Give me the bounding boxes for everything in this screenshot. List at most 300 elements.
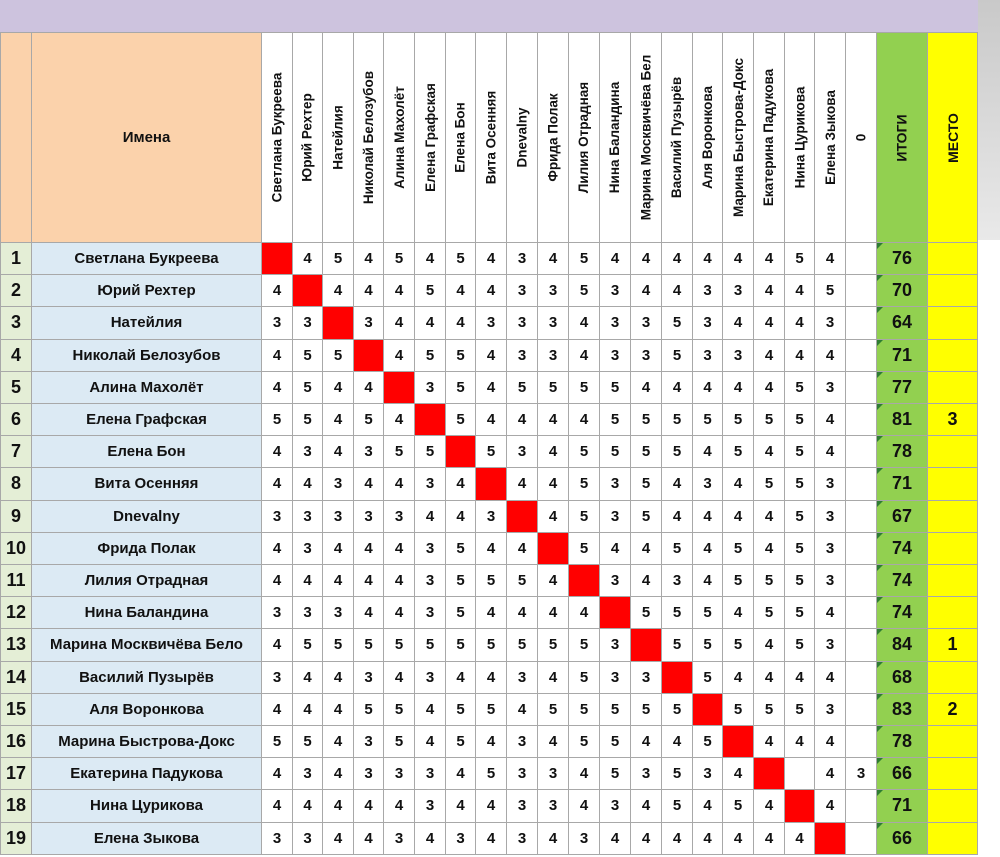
score-cell[interactable]: 3 xyxy=(815,372,846,404)
score-cell[interactable] xyxy=(846,790,877,822)
row-number[interactable]: 19 xyxy=(0,823,32,855)
score-cell[interactable]: 4 xyxy=(569,758,600,790)
score-cell[interactable]: 4 xyxy=(754,243,785,275)
score-cell[interactable]: 3 xyxy=(262,501,293,533)
score-cell[interactable]: 5 xyxy=(785,629,815,661)
score-cell[interactable]: 5 xyxy=(631,694,662,726)
score-cell[interactable]: 4 xyxy=(323,790,354,822)
place-cell[interactable] xyxy=(928,501,978,533)
column-header[interactable] xyxy=(723,32,754,243)
score-cell[interactable]: 3 xyxy=(693,340,723,372)
score-cell[interactable]: 5 xyxy=(785,468,815,500)
score-cell[interactable]: 4 xyxy=(693,565,723,597)
diagonal-cell[interactable] xyxy=(631,629,662,661)
score-cell[interactable]: 3 xyxy=(600,501,631,533)
score-cell[interactable]: 4 xyxy=(538,404,569,436)
score-cell[interactable]: 4 xyxy=(323,694,354,726)
place-cell[interactable] xyxy=(928,468,978,500)
score-cell[interactable]: 4 xyxy=(262,275,293,307)
score-cell[interactable]: 3 xyxy=(507,340,538,372)
score-cell[interactable]: 5 xyxy=(693,726,723,758)
score-cell[interactable]: 4 xyxy=(293,468,323,500)
score-cell[interactable]: 3 xyxy=(693,307,723,339)
score-cell[interactable]: 3 xyxy=(384,823,415,855)
score-cell[interactable]: 5 xyxy=(785,565,815,597)
place-cell[interactable] xyxy=(928,726,978,758)
score-cell[interactable] xyxy=(846,533,877,565)
column-header[interactable] xyxy=(354,32,384,243)
total-cell[interactable]: 78 xyxy=(877,726,928,758)
score-cell[interactable]: 3 xyxy=(384,501,415,533)
score-cell[interactable]: 4 xyxy=(384,404,415,436)
score-cell[interactable]: 3 xyxy=(354,758,384,790)
score-cell[interactable]: 5 xyxy=(569,629,600,661)
row-name[interactable]: Вита Осенняя xyxy=(32,468,262,500)
score-cell[interactable]: 4 xyxy=(415,307,446,339)
score-cell[interactable]: 3 xyxy=(631,758,662,790)
score-cell[interactable]: 4 xyxy=(415,243,446,275)
score-cell[interactable]: 5 xyxy=(476,436,507,468)
place-cell[interactable] xyxy=(928,307,978,339)
score-cell[interactable]: 5 xyxy=(723,436,754,468)
score-cell[interactable]: 4 xyxy=(815,340,846,372)
row-name[interactable]: Елена Зыкова xyxy=(32,823,262,855)
row-name[interactable]: Елена Бон xyxy=(32,436,262,468)
score-cell[interactable]: 4 xyxy=(693,790,723,822)
score-cell[interactable]: 4 xyxy=(507,694,538,726)
score-cell[interactable]: 4 xyxy=(476,823,507,855)
score-cell[interactable]: 4 xyxy=(507,404,538,436)
diagonal-cell[interactable] xyxy=(476,468,507,500)
score-cell[interactable]: 3 xyxy=(262,597,293,629)
score-cell[interactable]: 5 xyxy=(815,275,846,307)
score-cell[interactable]: 5 xyxy=(569,372,600,404)
score-cell[interactable]: 5 xyxy=(262,726,293,758)
row-name[interactable]: Марина Москвичёва Бело xyxy=(32,629,262,661)
score-cell[interactable]: 4 xyxy=(476,404,507,436)
row-name[interactable]: Екатерина Падукова xyxy=(32,758,262,790)
score-cell[interactable]: 5 xyxy=(693,404,723,436)
score-cell[interactable]: 5 xyxy=(293,372,323,404)
score-cell[interactable]: 4 xyxy=(293,565,323,597)
diagonal-cell[interactable] xyxy=(354,340,384,372)
score-cell[interactable]: 4 xyxy=(569,597,600,629)
score-cell[interactable]: 4 xyxy=(723,468,754,500)
score-cell[interactable]: 5 xyxy=(785,372,815,404)
score-cell[interactable]: 4 xyxy=(384,275,415,307)
score-cell[interactable]: 4 xyxy=(723,662,754,694)
score-cell[interactable]: 3 xyxy=(815,468,846,500)
diagonal-cell[interactable] xyxy=(446,436,476,468)
score-cell[interactable]: 4 xyxy=(507,468,538,500)
score-cell[interactable]: 4 xyxy=(262,694,293,726)
score-cell[interactable]: 5 xyxy=(293,726,323,758)
score-cell[interactable]: 5 xyxy=(600,758,631,790)
diagonal-cell[interactable] xyxy=(538,533,569,565)
score-cell[interactable]: 4 xyxy=(384,307,415,339)
score-cell[interactable]: 4 xyxy=(262,790,293,822)
place-cell[interactable] xyxy=(928,823,978,855)
score-cell[interactable] xyxy=(785,758,815,790)
score-cell[interactable]: 4 xyxy=(723,243,754,275)
column-header[interactable] xyxy=(662,32,693,243)
score-cell[interactable]: 5 xyxy=(569,662,600,694)
row-name[interactable]: Алина Махолёт xyxy=(32,372,262,404)
total-cell[interactable]: 74 xyxy=(877,597,928,629)
score-cell[interactable]: 5 xyxy=(723,629,754,661)
row-name[interactable]: Николай Белозубов xyxy=(32,340,262,372)
score-cell[interactable]: 5 xyxy=(723,790,754,822)
score-cell[interactable]: 4 xyxy=(600,533,631,565)
score-cell[interactable]: 4 xyxy=(415,823,446,855)
score-cell[interactable]: 4 xyxy=(693,823,723,855)
score-cell[interactable]: 4 xyxy=(384,790,415,822)
score-cell[interactable]: 4 xyxy=(446,662,476,694)
score-cell[interactable]: 4 xyxy=(323,372,354,404)
score-cell[interactable]: 4 xyxy=(815,436,846,468)
score-cell[interactable]: 4 xyxy=(723,758,754,790)
total-cell[interactable]: 71 xyxy=(877,468,928,500)
score-cell[interactable]: 4 xyxy=(293,790,323,822)
score-cell[interactable] xyxy=(846,468,877,500)
score-cell[interactable]: 5 xyxy=(662,758,693,790)
score-cell[interactable]: 5 xyxy=(569,726,600,758)
diagonal-cell[interactable] xyxy=(507,501,538,533)
column-header[interactable] xyxy=(293,32,323,243)
diagonal-cell[interactable] xyxy=(815,823,846,855)
total-cell[interactable]: 68 xyxy=(877,662,928,694)
score-cell[interactable]: 4 xyxy=(354,565,384,597)
score-cell[interactable]: 4 xyxy=(262,533,293,565)
score-cell[interactable]: 5 xyxy=(446,404,476,436)
row-number[interactable]: 5 xyxy=(0,372,32,404)
score-cell[interactable]: 5 xyxy=(785,597,815,629)
score-cell[interactable]: 3 xyxy=(415,372,446,404)
place-cell[interactable]: 2 xyxy=(928,694,978,726)
score-cell[interactable]: 4 xyxy=(354,533,384,565)
score-cell[interactable]: 5 xyxy=(600,372,631,404)
score-cell[interactable]: 4 xyxy=(354,275,384,307)
place-cell[interactable] xyxy=(928,758,978,790)
corner-cell[interactable] xyxy=(0,32,32,243)
score-cell[interactable]: 4 xyxy=(538,468,569,500)
score-cell[interactable]: 5 xyxy=(384,243,415,275)
score-cell[interactable]: 4 xyxy=(754,501,785,533)
score-cell[interactable]: 4 xyxy=(785,823,815,855)
place-cell[interactable] xyxy=(928,243,978,275)
score-cell[interactable]: 4 xyxy=(785,726,815,758)
score-cell[interactable]: 5 xyxy=(754,404,785,436)
score-cell[interactable]: 5 xyxy=(662,790,693,822)
score-cell[interactable]: 3 xyxy=(538,307,569,339)
score-cell[interactable]: 4 xyxy=(323,565,354,597)
score-cell[interactable] xyxy=(846,694,877,726)
score-cell[interactable]: 3 xyxy=(262,662,293,694)
score-cell[interactable]: 3 xyxy=(631,662,662,694)
score-cell[interactable]: 3 xyxy=(293,758,323,790)
score-cell[interactable]: 3 xyxy=(507,307,538,339)
score-cell[interactable]: 5 xyxy=(476,565,507,597)
score-cell[interactable]: 3 xyxy=(415,468,446,500)
score-cell[interactable] xyxy=(846,501,877,533)
score-cell[interactable] xyxy=(846,726,877,758)
score-cell[interactable]: 4 xyxy=(262,565,293,597)
score-cell[interactable]: 5 xyxy=(693,662,723,694)
score-cell[interactable]: 5 xyxy=(693,597,723,629)
diagonal-cell[interactable] xyxy=(384,372,415,404)
row-number[interactable]: 2 xyxy=(0,275,32,307)
score-cell[interactable]: 3 xyxy=(507,662,538,694)
place-cell[interactable] xyxy=(928,275,978,307)
score-cell[interactable]: 5 xyxy=(446,340,476,372)
column-header[interactable] xyxy=(476,32,507,243)
score-cell[interactable]: 3 xyxy=(262,823,293,855)
total-cell[interactable]: 70 xyxy=(877,275,928,307)
row-number[interactable]: 17 xyxy=(0,758,32,790)
score-cell[interactable]: 3 xyxy=(507,243,538,275)
score-cell[interactable]: 4 xyxy=(754,340,785,372)
score-cell[interactable]: 4 xyxy=(631,533,662,565)
score-cell[interactable]: 4 xyxy=(723,501,754,533)
score-cell[interactable]: 5 xyxy=(476,758,507,790)
score-cell[interactable]: 4 xyxy=(384,340,415,372)
score-cell[interactable]: 4 xyxy=(723,372,754,404)
score-cell[interactable]: 5 xyxy=(507,565,538,597)
score-cell[interactable]: 5 xyxy=(569,468,600,500)
score-cell[interactable]: 4 xyxy=(754,307,785,339)
score-cell[interactable]: 3 xyxy=(415,565,446,597)
score-cell[interactable]: 5 xyxy=(723,694,754,726)
score-cell[interactable]: 5 xyxy=(293,340,323,372)
score-cell[interactable]: 5 xyxy=(569,436,600,468)
score-cell[interactable]: 5 xyxy=(569,243,600,275)
score-cell[interactable]: 4 xyxy=(538,662,569,694)
score-cell[interactable]: 5 xyxy=(569,275,600,307)
score-cell[interactable] xyxy=(846,404,877,436)
score-cell[interactable]: 5 xyxy=(323,629,354,661)
score-cell[interactable]: 3 xyxy=(815,501,846,533)
score-cell[interactable]: 4 xyxy=(446,501,476,533)
score-cell[interactable]: 4 xyxy=(569,404,600,436)
score-cell[interactable]: 4 xyxy=(631,726,662,758)
score-cell[interactable]: 3 xyxy=(293,823,323,855)
score-cell[interactable]: 4 xyxy=(569,790,600,822)
score-cell[interactable]: 5 xyxy=(384,694,415,726)
row-name[interactable]: Фрида Полак xyxy=(32,533,262,565)
score-cell[interactable]: 3 xyxy=(600,790,631,822)
score-cell[interactable]: 3 xyxy=(476,307,507,339)
total-cell[interactable]: 81 xyxy=(877,404,928,436)
score-cell[interactable]: 4 xyxy=(631,823,662,855)
score-cell[interactable]: 3 xyxy=(293,501,323,533)
score-cell[interactable]: 3 xyxy=(569,823,600,855)
score-cell[interactable]: 4 xyxy=(723,307,754,339)
score-cell[interactable]: 4 xyxy=(262,340,293,372)
diagonal-cell[interactable] xyxy=(662,662,693,694)
column-header[interactable] xyxy=(631,32,662,243)
score-cell[interactable]: 5 xyxy=(631,597,662,629)
score-cell[interactable]: 4 xyxy=(262,758,293,790)
score-cell[interactable]: 4 xyxy=(815,726,846,758)
score-cell[interactable]: 4 xyxy=(785,275,815,307)
diagonal-cell[interactable] xyxy=(323,307,354,339)
score-cell[interactable]: 3 xyxy=(507,726,538,758)
score-cell[interactable]: 4 xyxy=(600,243,631,275)
score-cell[interactable]: 5 xyxy=(754,468,785,500)
row-name[interactable]: Натейлия xyxy=(32,307,262,339)
place-cell[interactable]: 1 xyxy=(928,629,978,661)
diagonal-cell[interactable] xyxy=(600,597,631,629)
score-cell[interactable]: 3 xyxy=(293,436,323,468)
score-cell[interactable]: 3 xyxy=(293,307,323,339)
score-cell[interactable]: 5 xyxy=(507,372,538,404)
score-cell[interactable] xyxy=(846,662,877,694)
score-cell[interactable]: 5 xyxy=(384,629,415,661)
place-header[interactable] xyxy=(928,32,978,243)
score-cell[interactable]: 4 xyxy=(662,468,693,500)
score-cell[interactable]: 5 xyxy=(446,565,476,597)
score-cell[interactable]: 5 xyxy=(354,629,384,661)
column-header[interactable] xyxy=(507,32,538,243)
score-cell[interactable]: 4 xyxy=(785,307,815,339)
score-cell[interactable] xyxy=(846,565,877,597)
place-cell[interactable] xyxy=(928,436,978,468)
score-cell[interactable]: 5 xyxy=(723,565,754,597)
score-cell[interactable]: 5 xyxy=(446,629,476,661)
row-name[interactable]: Юрий Рехтер xyxy=(32,275,262,307)
score-cell[interactable]: 3 xyxy=(354,307,384,339)
score-cell[interactable]: 4 xyxy=(723,597,754,629)
column-header[interactable] xyxy=(846,32,877,243)
names-header[interactable]: Имена xyxy=(32,32,262,243)
total-cell[interactable]: 67 xyxy=(877,501,928,533)
score-cell[interactable]: 4 xyxy=(476,662,507,694)
score-cell[interactable]: 5 xyxy=(354,404,384,436)
score-cell[interactable]: 4 xyxy=(538,823,569,855)
score-cell[interactable]: 5 xyxy=(538,694,569,726)
score-cell[interactable]: 4 xyxy=(693,533,723,565)
score-cell[interactable]: 4 xyxy=(815,758,846,790)
score-cell[interactable]: 4 xyxy=(323,436,354,468)
score-cell[interactable]: 5 xyxy=(785,501,815,533)
score-cell[interactable]: 4 xyxy=(754,662,785,694)
score-cell[interactable]: 5 xyxy=(262,404,293,436)
column-header[interactable] xyxy=(323,32,354,243)
score-cell[interactable]: 3 xyxy=(815,629,846,661)
row-name[interactable]: Лилия Отрадная xyxy=(32,565,262,597)
score-cell[interactable]: 4 xyxy=(476,372,507,404)
score-cell[interactable]: 5 xyxy=(785,533,815,565)
total-cell[interactable]: 84 xyxy=(877,629,928,661)
score-cell[interactable]: 4 xyxy=(507,597,538,629)
score-cell[interactable]: 5 xyxy=(446,243,476,275)
score-cell[interactable]: 5 xyxy=(476,694,507,726)
score-cell[interactable] xyxy=(846,436,877,468)
score-cell[interactable]: 4 xyxy=(293,662,323,694)
row-number[interactable]: 15 xyxy=(0,694,32,726)
score-cell[interactable]: 5 xyxy=(723,404,754,436)
score-cell[interactable]: 4 xyxy=(384,565,415,597)
score-cell[interactable]: 4 xyxy=(262,468,293,500)
row-name[interactable]: Елена Графская xyxy=(32,404,262,436)
score-cell[interactable]: 4 xyxy=(631,372,662,404)
score-cell[interactable]: 5 xyxy=(662,436,693,468)
score-cell[interactable]: 5 xyxy=(631,468,662,500)
score-cell[interactable]: 3 xyxy=(354,501,384,533)
score-cell[interactable]: 3 xyxy=(415,597,446,629)
score-cell[interactable]: 4 xyxy=(754,629,785,661)
diagonal-cell[interactable] xyxy=(723,726,754,758)
score-cell[interactable]: 4 xyxy=(323,404,354,436)
score-cell[interactable]: 4 xyxy=(754,275,785,307)
score-cell[interactable]: 4 xyxy=(662,823,693,855)
score-cell[interactable]: 5 xyxy=(569,501,600,533)
score-cell[interactable]: 4 xyxy=(569,307,600,339)
score-cell[interactable]: 4 xyxy=(538,436,569,468)
score-cell[interactable]: 4 xyxy=(662,726,693,758)
total-cell[interactable]: 77 xyxy=(877,372,928,404)
score-cell[interactable]: 4 xyxy=(323,758,354,790)
column-header[interactable] xyxy=(785,32,815,243)
score-cell[interactable]: 5 xyxy=(662,340,693,372)
score-cell[interactable]: 3 xyxy=(723,275,754,307)
score-cell[interactable]: 5 xyxy=(354,694,384,726)
diagonal-cell[interactable] xyxy=(785,790,815,822)
score-cell[interactable]: 4 xyxy=(415,694,446,726)
score-cell[interactable]: 5 xyxy=(662,597,693,629)
total-cell[interactable]: 66 xyxy=(877,758,928,790)
score-cell[interactable]: 4 xyxy=(384,468,415,500)
row-number[interactable]: 10 xyxy=(0,533,32,565)
score-cell[interactable]: 3 xyxy=(293,533,323,565)
score-cell[interactable]: 3 xyxy=(693,468,723,500)
score-cell[interactable]: 3 xyxy=(600,662,631,694)
score-cell[interactable]: 4 xyxy=(754,726,785,758)
score-cell[interactable]: 3 xyxy=(600,307,631,339)
total-cell[interactable]: 83 xyxy=(877,694,928,726)
score-cell[interactable]: 3 xyxy=(354,726,384,758)
diagonal-cell[interactable] xyxy=(262,243,293,275)
score-cell[interactable]: 3 xyxy=(476,501,507,533)
score-cell[interactable]: 5 xyxy=(631,501,662,533)
score-cell[interactable]: 4 xyxy=(815,597,846,629)
column-header[interactable] xyxy=(446,32,476,243)
score-cell[interactable]: 4 xyxy=(415,726,446,758)
total-cell[interactable]: 66 xyxy=(877,823,928,855)
score-cell[interactable]: 4 xyxy=(446,790,476,822)
score-cell[interactable]: 4 xyxy=(323,823,354,855)
score-cell[interactable]: 3 xyxy=(507,790,538,822)
total-cell[interactable]: 78 xyxy=(877,436,928,468)
place-cell[interactable] xyxy=(928,533,978,565)
column-header[interactable] xyxy=(384,32,415,243)
place-cell[interactable] xyxy=(928,340,978,372)
score-cell[interactable]: 4 xyxy=(662,501,693,533)
score-cell[interactable]: 4 xyxy=(631,275,662,307)
diagonal-cell[interactable] xyxy=(569,565,600,597)
score-cell[interactable]: 4 xyxy=(538,243,569,275)
score-cell[interactable]: 3 xyxy=(323,501,354,533)
score-cell[interactable]: 4 xyxy=(754,823,785,855)
score-cell[interactable]: 4 xyxy=(693,372,723,404)
score-cell[interactable]: 5 xyxy=(785,243,815,275)
score-cell[interactable]: 4 xyxy=(354,790,384,822)
score-cell[interactable]: 4 xyxy=(354,372,384,404)
diagonal-cell[interactable] xyxy=(293,275,323,307)
score-cell[interactable]: 3 xyxy=(662,565,693,597)
score-cell[interactable]: 4 xyxy=(815,404,846,436)
score-cell[interactable]: 5 xyxy=(293,404,323,436)
